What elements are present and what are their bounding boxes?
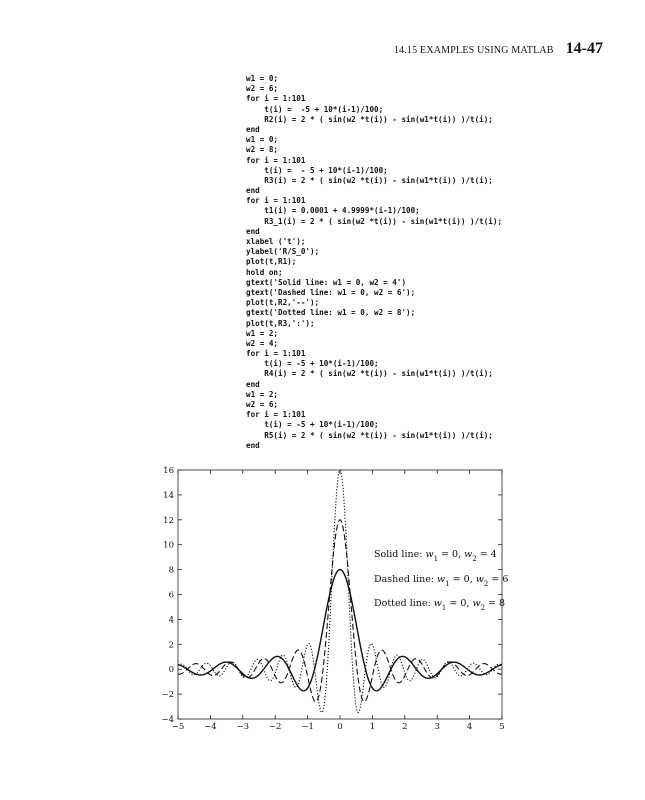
- code-line: w1 = 0;: [246, 74, 279, 83]
- code-line: xlabel ('t');: [246, 237, 306, 246]
- x-tick-label: 2: [402, 722, 408, 732]
- annotation-w2-value: = 4: [476, 549, 497, 560]
- code-line: end: [246, 379, 260, 389]
- annotation-w2-label: w: [464, 549, 473, 560]
- y-tick-label: 16: [163, 466, 174, 476]
- x-tick-label: −3: [236, 722, 250, 732]
- code-line: plot(t,R3,':');: [246, 318, 315, 328]
- annotation-w1-sub: 1: [445, 580, 450, 588]
- annotation-prefix: Dashed line:: [374, 574, 438, 585]
- annotation-w2-sub: 2: [472, 555, 477, 563]
- y-tick-label: 6: [168, 590, 174, 601]
- code-line: for i = 1:101: [246, 349, 306, 359]
- code-line: end: [246, 124, 260, 134]
- y-tick-label: 8: [168, 565, 174, 576]
- y-tick-label: 14: [163, 490, 174, 501]
- code-line: for i = 1:101: [246, 94, 306, 104]
- x-tick-label: 1: [369, 722, 376, 732]
- code-line: plot(t,R1);: [246, 257, 297, 267]
- x-tick-label: 0: [337, 722, 343, 732]
- plot-frame: [178, 470, 502, 719]
- series-dashed-line: [178, 520, 502, 702]
- code-line: t1(i) = 0.0001 + 4.9999*(i-1)/100;: [246, 206, 420, 216]
- annotation-w1-label: w: [437, 574, 446, 585]
- x-tick-label: −1: [301, 722, 314, 732]
- code-line: t(i) = -5 + 10*(i-1)/100;: [246, 420, 379, 430]
- annotation-w2-label: w: [472, 598, 481, 609]
- code-line: end: [246, 440, 260, 450]
- x-tick-label: 3: [434, 722, 440, 732]
- y-tick-label: 0: [168, 665, 174, 676]
- code-line: w1 = 2;: [246, 328, 279, 338]
- x-tick-label: −5: [171, 722, 185, 732]
- annotation-w1-sub: 1: [433, 555, 439, 563]
- code-line: w1 = 0;: [246, 135, 279, 145]
- code-line: hold on;: [246, 267, 283, 277]
- y-tick-label: −4: [161, 715, 174, 725]
- code-line: ylabel('R/S_0');: [246, 247, 320, 257]
- y-tick-label: 2: [168, 640, 174, 651]
- code-line: w2 = 6;: [246, 400, 279, 409]
- annotation-w1-value: = 0,: [446, 598, 473, 609]
- code-line: R5(i) = 2 * ( sin(w2 *t(i)) - sin(w1*t(i)) )/t(i);: [246, 430, 493, 440]
- series-annotation: [374, 549, 497, 563]
- code-line: t(i) = -5 + 10*(i-1)/100;: [246, 104, 384, 114]
- code-line: t(i) = - 5 + 10*(i-1)/100;: [246, 165, 388, 175]
- y-tick-label: 12: [163, 515, 174, 526]
- code-line: R4(i) = 2 * ( sin(w2 *t(i)) - sin(w1*t(i)) )/t(i);: [246, 369, 493, 379]
- annotation-w2-sub: 2: [483, 580, 489, 588]
- code-line: plot(t,R2,'--');: [246, 298, 320, 308]
- annotation-w2-value: = 6: [488, 574, 509, 585]
- annotation-w1-sub: 1: [441, 604, 447, 612]
- code-line: w2 = 6;: [246, 84, 279, 94]
- code-line: R3(i) = 2 * ( sin(w2 *t(i)) - sin(w1*t(i)) )/t(i);: [246, 175, 493, 185]
- annotation-w1-value: = 0,: [449, 574, 476, 585]
- annotation-prefix: Solid line:: [374, 549, 426, 560]
- x-tick-label: 5: [499, 722, 505, 732]
- code-line: t(i) = -5 + 10*(i-1)/100;: [246, 359, 379, 369]
- annotation-prefix: Dotted line:: [374, 598, 434, 609]
- y-tick-label: 10: [163, 540, 174, 551]
- series-annotation: [374, 574, 508, 588]
- y-tick-label: −2: [161, 690, 174, 701]
- series-dotted-line: [178, 470, 502, 712]
- annotation-w1-label: w: [425, 549, 434, 560]
- annotation-w2-value: = 8: [485, 598, 506, 609]
- code-line: w2 = 4;: [246, 338, 279, 348]
- annotation-w2-sub: 2: [480, 604, 486, 612]
- code-line: w1 = 2;: [246, 389, 279, 399]
- series-solid-line: [178, 570, 502, 691]
- x-tick-label: −4: [204, 722, 217, 732]
- code-line: gtext('Dotted line: w1 = 0, w2 = 8');: [246, 308, 416, 318]
- annotation-w1-value: = 0,: [438, 549, 465, 560]
- code-line: for i = 1:101: [246, 155, 306, 165]
- code-line: gtext('Dashed line: w1 = 0, w2 = 6');: [246, 287, 416, 297]
- code-line: for i = 1:101: [246, 410, 306, 420]
- code-line: end: [246, 226, 260, 236]
- section-title: 14.15 EXAMPLES USING MATLAB: [393, 45, 554, 56]
- x-tick-label: −2: [268, 722, 282, 732]
- line-annotations: [374, 549, 508, 612]
- axis-ticks: [178, 470, 502, 719]
- code-line: gtext('Solid line: w1 = 0, w2 = 4'): [246, 277, 407, 287]
- code-line: for i = 1:101: [246, 196, 306, 206]
- code-line: end: [246, 186, 260, 196]
- page-number: 14-47: [565, 40, 603, 57]
- code-line: R3_1(i) = 2 * ( sin(w2 *t(i)) - sin(w1*t(i)) )/t(i);: [246, 216, 503, 226]
- series-lines: [178, 470, 502, 712]
- x-tick-label: 4: [466, 722, 473, 732]
- code-line: w2 = 8;: [246, 145, 279, 155]
- annotation-w1-label: w: [433, 598, 442, 609]
- y-tick-label: 4: [168, 615, 174, 626]
- code-line: R2(i) = 2 * ( sin(w2 *t(i)) - sin(w1*t(i)) )/t(i);: [246, 114, 493, 124]
- annotation-w2-label: w: [475, 574, 484, 585]
- series-annotation: [374, 598, 505, 612]
